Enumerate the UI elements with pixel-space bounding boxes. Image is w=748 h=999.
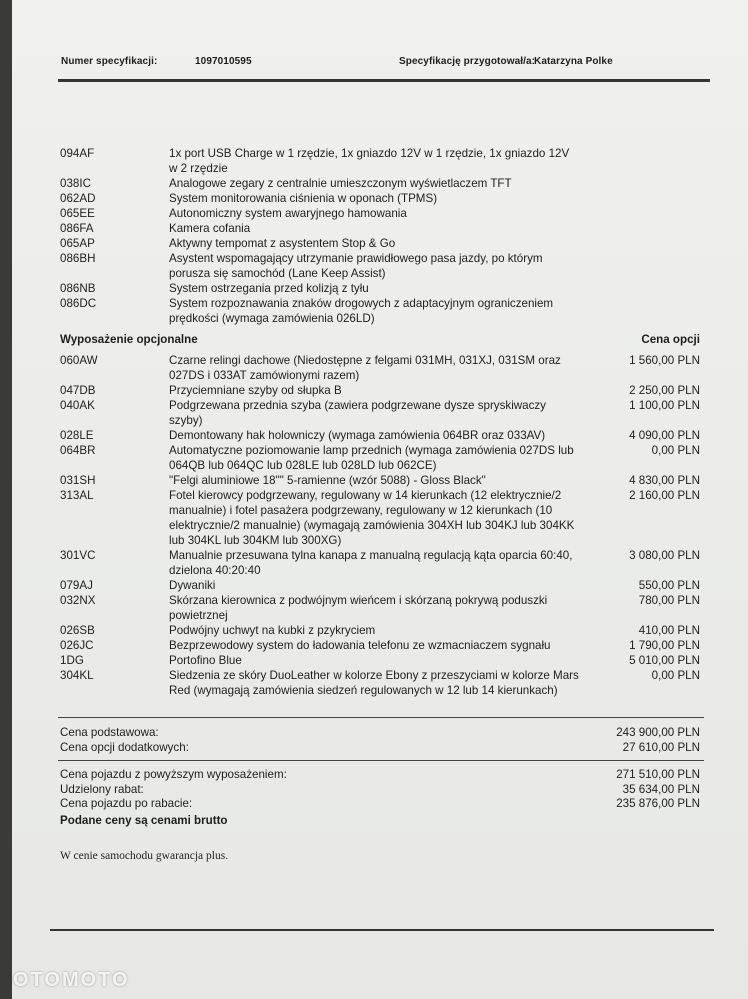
optional-item-row — [60, 443, 700, 473]
prepared-by-value: Katarzyna Polke — [534, 56, 613, 67]
item-description: System rozpoznawania znaków drogowych z adaptacyjnym ograniczeniem prędkości (wymaga zamówienia 026LD) — [169, 297, 554, 325]
item-code: 032NX — [60, 594, 96, 607]
item-code: 028LE — [60, 429, 94, 442]
summary-row — [60, 796, 700, 811]
item-description: Kamera cofania — [169, 222, 251, 235]
item-description: System ostrzegania przed kolizją z tyłu — [169, 282, 369, 295]
footer-divider — [50, 929, 714, 931]
option-price-header: Cena opcji — [641, 333, 700, 346]
item-price: 4 830,00 PLN — [629, 474, 700, 487]
item-price: 550,00 PLN — [638, 579, 700, 592]
summary-value: 35 634,00 PLN — [622, 782, 700, 796]
item-description: Asystent wspomagający utrzymanie prawidłowego pasa jazdy, po którym porusza się samochód (Lane Keep Assist) — [169, 252, 543, 280]
item-description: Czarne relingi dachowe (Niedostępne z felgami 031MH, 031XJ, 031SM oraz 027DS i 033AT zamówionymi razem) — [169, 354, 561, 382]
item-description: Demontowany hak holowniczy (wymaga zamówienia 064BR oraz 033AV) — [169, 429, 546, 442]
item-code: 1DG — [60, 654, 84, 667]
item-price: 1 100,00 PLN — [629, 399, 700, 412]
optional-item-row — [60, 578, 700, 593]
optional-item-row — [60, 638, 700, 653]
otomoto-watermark: OTOMOTO — [13, 969, 130, 991]
item-description: Portofino Blue — [169, 654, 242, 667]
summary-row — [60, 725, 700, 740]
item-description: 1x port USB Charge w 1 rzędzie, 1x gniazdo 12V w 1 rzędzie, 1x gniazdo 12V w 2 rzędzie — [169, 147, 570, 175]
item-code: 065EE — [60, 207, 95, 220]
standard-item-row — [60, 191, 700, 206]
optional-item-row — [60, 593, 700, 623]
item-description: Autonomiczny system awaryjnego hamowania — [169, 207, 407, 220]
item-description: Dywaniki — [169, 579, 216, 592]
item-code: 086BH — [60, 252, 96, 265]
item-description: "Felgi aluminiowe 18"" 5-ramienne (wzór 5088) - Gloss Black" — [169, 474, 486, 487]
standard-item-row — [60, 236, 700, 251]
price-summary — [60, 725, 700, 754]
optional-item-row — [60, 353, 700, 383]
item-description: Fotel kierowcy podgrzewany, regulowany w 14 kierunkach (12 elektrycznie/2 manualnie) i fotel pasażera podgrzewany, regulowany w 12 kierunkach (10 elektrycznie/2 manualnie) (wymagają zamówienia 304XH lub 304KJ lub 304KK lub 304KL lub 304KM lub 300XG) — [169, 489, 575, 547]
standard-item-row — [60, 146, 700, 176]
optional-item-row — [60, 623, 700, 638]
optional-item-row — [60, 428, 700, 443]
warranty-note: W cenie samochodu gwarancja plus. — [60, 850, 229, 862]
item-code: 086DC — [60, 297, 97, 310]
summary-row — [60, 767, 700, 782]
item-price: 2 250,00 PLN — [629, 384, 700, 397]
item-description: Skórzana kierownica z podwójnym wieńcem i skórzaną pokrywą poduszki powietrznej — [169, 594, 548, 622]
optional-section-header — [60, 332, 700, 347]
item-code: 094AF — [60, 147, 95, 160]
optional-section-title: Wyposażenie opcjonalne — [60, 333, 198, 346]
optional-item-row — [60, 383, 700, 398]
summary-label: Cena opcji dodatkowych: — [60, 740, 189, 754]
optional-item-row — [60, 653, 700, 668]
summary-label: Cena pojazdu po rabacie: — [60, 797, 193, 810]
item-code: 086FA — [60, 222, 94, 235]
item-price: 5 010,00 PLN — [629, 654, 700, 667]
standard-item-row — [60, 296, 700, 326]
summary-value: 271 510,00 PLN — [616, 768, 700, 781]
item-price: 2 160,00 PLN — [629, 489, 700, 502]
item-price: 0,00 PLN — [651, 669, 700, 682]
equipment-list — [60, 146, 700, 698]
summary-value: 27 610,00 PLN — [622, 740, 700, 754]
item-code: 086NB — [60, 282, 96, 295]
item-code: 062AD — [60, 192, 96, 205]
item-description: Siedzenia ze skóry DuoLeather w kolorze Ebony z przeszyciami w kolorze Mars Red (wymagają zamówienia siedzeń regulowanych w 12 lub 14 kierunkach) — [169, 669, 579, 697]
item-description: Aktywny tempomat z asystentem Stop & Go — [169, 237, 396, 250]
item-code: 038IC — [60, 177, 91, 190]
item-code: 031SH — [60, 474, 96, 487]
standard-item-row — [60, 206, 700, 221]
item-price: 410,00 PLN — [638, 624, 700, 637]
item-code: 301VC — [60, 549, 96, 562]
spec-number-label: Numer specyfikacji: — [61, 56, 158, 67]
summary-row — [60, 740, 700, 755]
summary-label: Udzielony rabat: — [60, 782, 144, 796]
item-description: System monitorowania ciśnienia w oponach (TPMS) — [169, 192, 438, 205]
document-page — [12, 0, 748, 999]
item-price: 780,00 PLN — [638, 594, 700, 607]
optional-item-row — [60, 398, 700, 428]
totals-divider-2 — [58, 760, 704, 761]
summary-value: 235 876,00 PLN — [616, 797, 700, 810]
gross-price-note: Podane ceny są cenami brutto — [60, 814, 228, 827]
standard-item-row — [60, 176, 700, 191]
item-code: 304KL — [60, 669, 94, 682]
totals-divider-1 — [58, 717, 704, 718]
item-description: Podgrzewana przednia szyba (zawiera podgrzewane dysze spryskiwaczy szyby) — [169, 399, 546, 427]
optional-item-row — [60, 488, 700, 548]
item-price: 3 080,00 PLN — [629, 549, 700, 562]
standard-item-row — [60, 281, 700, 296]
item-description: Manualnie przesuwana tylna kanapa z manualną regulacją kąta oparcia 60:40, dzielona 40:20:40 — [169, 549, 573, 577]
item-code: 040AK — [60, 399, 95, 412]
optional-item-row — [60, 548, 700, 578]
item-code: 065AP — [60, 237, 95, 250]
header-divider — [58, 79, 710, 82]
optional-item-row — [60, 668, 700, 698]
item-code: 064BR — [60, 444, 96, 457]
item-code: 047DB — [60, 384, 96, 397]
item-code: 079AJ — [60, 579, 93, 592]
summary-value: 243 900,00 PLN — [616, 726, 700, 739]
item-price: 1 790,00 PLN — [629, 639, 700, 652]
item-code: 026SB — [60, 624, 95, 637]
optional-item-row — [60, 473, 700, 488]
item-description: Analogowe zegary z centralnie umieszczonym wyświetlaczem TFT — [169, 177, 512, 190]
item-code: 313AL — [60, 489, 94, 502]
item-description: Automatyczne poziomowanie lamp przednich (wymaga zamówienia 027DS lub 064QB lub 064QC lub 028LE lub 028LD lub 062CE) — [169, 444, 574, 472]
standard-item-row — [60, 251, 700, 281]
item-code: 026JC — [60, 639, 94, 652]
item-description: Przyciemniane szyby od słupka B — [169, 384, 342, 397]
item-price: 0,00 PLN — [651, 444, 700, 457]
summary-row — [60, 782, 700, 797]
item-price: 4 090,00 PLN — [629, 429, 700, 442]
summary-label: Cena podstawowa: — [60, 726, 159, 739]
item-description: Podwójny uchwyt na kubki z pzykryciem — [169, 624, 376, 637]
standard-item-row — [60, 221, 700, 236]
prepared-by-label: Specyfikację przygotował/a: — [399, 56, 536, 67]
summary-label: Cena pojazdu z powyższym wyposażeniem: — [60, 768, 287, 781]
item-description: Bezprzewodowy system do ładowania telefonu ze wzmacniaczem sygnału — [169, 639, 551, 652]
item-code: 060AW — [60, 354, 98, 367]
spec-number-value: 1097010595 — [195, 56, 252, 67]
final-price-summary — [60, 767, 700, 811]
item-price: 1 560,00 PLN — [629, 354, 700, 367]
